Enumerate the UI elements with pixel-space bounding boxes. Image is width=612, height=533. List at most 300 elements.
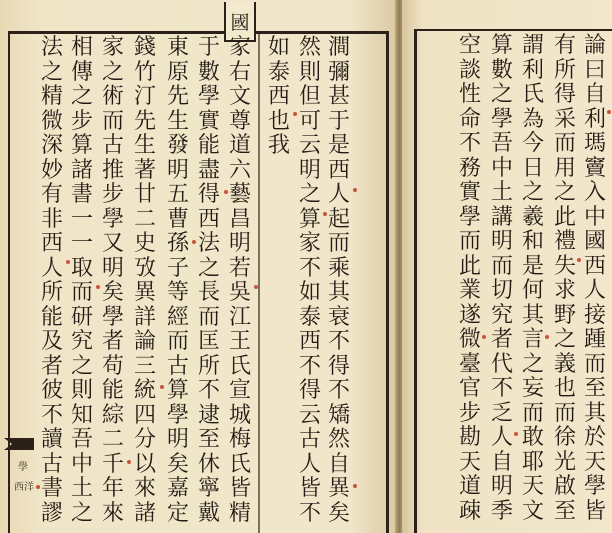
column-character: 嘉 — [166, 476, 189, 501]
column-character: 于 — [197, 35, 220, 60]
column-character: 泰 — [298, 304, 321, 330]
column-character: 苟 — [101, 353, 124, 379]
punctuation-mark — [127, 460, 131, 464]
column-character: 皆 — [298, 476, 321, 501]
column-character: 經 — [166, 304, 189, 330]
column-character: 得 — [553, 82, 576, 107]
column-character: 中 — [70, 451, 93, 477]
column-character: 推 — [101, 157, 124, 183]
column-character: 而 — [166, 329, 189, 354]
column-character: 江 — [228, 304, 251, 330]
column-character: 一 — [70, 206, 93, 232]
column-character: 曰 — [583, 57, 606, 83]
column-character: 至 — [197, 427, 220, 452]
punctuation-mark — [353, 188, 357, 192]
column-character: 是 — [327, 133, 350, 158]
column-character: 若 — [228, 255, 251, 281]
column-character: 學 — [197, 84, 220, 109]
column-character: 子 — [166, 255, 189, 281]
column-character: 長 — [197, 280, 220, 305]
column-character: 不 — [458, 131, 481, 156]
column-character: 人 — [327, 182, 350, 207]
column-character: 遂 — [458, 302, 481, 328]
column-character: 敢 — [521, 425, 544, 450]
column-character: 著 — [133, 157, 156, 183]
column-character: 城 — [228, 402, 251, 428]
column-character: 為 — [521, 106, 544, 132]
column-character: 疎 — [458, 498, 481, 524]
column-character: 是 — [521, 253, 544, 279]
column-character: 傳 — [70, 59, 93, 85]
column-character: 今 — [521, 131, 544, 156]
column-character: 來 — [101, 500, 124, 526]
column-character: 矣 — [327, 500, 350, 526]
column-character: 學 — [101, 304, 124, 330]
column-character: 算 — [70, 133, 93, 158]
column-character: 法 — [40, 35, 63, 60]
column-character: 之 — [40, 59, 63, 85]
column-character: 研 — [70, 304, 93, 330]
column-character: 文 — [228, 84, 251, 109]
column-character: 孫 — [166, 231, 189, 256]
column-character: 利 — [583, 106, 606, 132]
column-character: 自 — [490, 449, 513, 475]
column-character: 皆 — [228, 476, 251, 501]
column-character: 國 — [583, 229, 606, 254]
column-character: 求 — [553, 278, 576, 303]
column-character: 之 — [70, 500, 93, 526]
column-character: 和 — [521, 229, 544, 254]
column-character: 不 — [298, 353, 321, 379]
column-character: 西 — [40, 231, 63, 256]
punctuation-mark — [224, 190, 228, 194]
column-character: 先 — [133, 108, 156, 134]
column-character: 此 — [553, 204, 576, 230]
column-character: 三 — [133, 353, 156, 379]
column-character: 尊 — [228, 108, 251, 134]
column-character: 土 — [70, 476, 93, 501]
column-character: 能 — [197, 133, 220, 158]
left-frame-top — [8, 31, 389, 34]
column-character: 竹 — [133, 59, 156, 85]
column-character: 所 — [197, 353, 220, 379]
right-column-2 — [553, 34, 577, 524]
column-character: 乏 — [490, 400, 513, 426]
column-character: 西 — [583, 253, 606, 279]
column-character: 日 — [521, 155, 544, 181]
margin-label-1: 學 — [18, 462, 28, 473]
column-character: 自 — [327, 451, 350, 477]
column-character: 者 — [40, 353, 63, 379]
punctuation-mark — [254, 285, 258, 289]
column-character: 之 — [521, 351, 544, 377]
left-column-1 — [327, 36, 351, 526]
column-character: 分 — [133, 427, 156, 452]
column-character: 論 — [133, 329, 156, 354]
column-character: 天 — [521, 474, 544, 499]
left-frame-right — [386, 31, 389, 533]
right-column-3 — [521, 34, 545, 524]
column-character: 匡 — [197, 329, 220, 354]
column-character: 精 — [40, 84, 63, 109]
column-character: 文 — [521, 498, 544, 524]
column-character: 之 — [197, 255, 220, 281]
column-character: 學 — [166, 402, 189, 428]
column-character: 六 — [228, 157, 251, 183]
column-character: 之 — [490, 82, 513, 107]
column-character: 明 — [298, 157, 321, 183]
punctuation-mark — [192, 240, 196, 244]
column-character: 所 — [553, 57, 576, 83]
column-character: 四 — [133, 402, 156, 428]
punctuation-mark — [514, 432, 518, 436]
column-character: 得 — [298, 378, 321, 403]
column-character: 廿 — [133, 182, 156, 207]
column-character: 數 — [197, 59, 220, 85]
column-character: 二 — [133, 206, 156, 232]
column-character: 言 — [521, 327, 544, 352]
column-character: 讀 — [40, 427, 63, 452]
column-character: 踵 — [583, 327, 606, 352]
column-character: 性 — [458, 82, 481, 107]
column-character: 古 — [166, 353, 189, 379]
column-character: 明 — [228, 231, 251, 256]
column-character: 妙 — [40, 157, 63, 183]
column-character: 也 — [267, 108, 290, 134]
column-character: 而 — [583, 351, 606, 377]
column-character: 古 — [101, 133, 124, 158]
column-character: 入 — [583, 180, 606, 205]
column-character: 古 — [40, 451, 63, 477]
column-character: 人 — [298, 451, 321, 477]
column-character: 切 — [490, 278, 513, 303]
column-character: 義 — [553, 351, 576, 377]
column-character: 之 — [553, 180, 576, 205]
left-column-10 — [40, 36, 64, 526]
column-character: 人 — [490, 425, 513, 450]
column-character: 利 — [521, 57, 544, 83]
column-character: 不 — [40, 402, 63, 428]
column-character: 而 — [553, 400, 576, 426]
column-character: 然 — [327, 427, 350, 452]
column-character: 微 — [40, 108, 63, 134]
column-character: 不 — [197, 378, 220, 403]
column-character: 而 — [70, 280, 93, 305]
column-character: 家 — [298, 231, 321, 256]
column-character: 學 — [101, 206, 124, 232]
column-character: 講 — [490, 204, 513, 230]
column-character: 明 — [490, 474, 513, 499]
column-character: 氏 — [521, 82, 544, 107]
column-character: 術 — [101, 84, 124, 109]
column-character: 業 — [458, 278, 481, 303]
column-character: 失 — [553, 253, 576, 279]
punctuation-mark — [293, 112, 297, 116]
column-character: 不 — [327, 329, 350, 354]
column-character: 書 — [70, 182, 93, 207]
column-character: 知 — [70, 402, 93, 428]
column-character: 用 — [553, 155, 576, 181]
column-character: 寧 — [197, 476, 220, 501]
column-character: 人 — [583, 278, 606, 303]
column-character: 原 — [166, 59, 189, 85]
column-character: 諸 — [133, 500, 156, 526]
column-character: 以 — [133, 451, 156, 477]
column-character: 而 — [490, 253, 513, 279]
column-character: 中 — [583, 204, 606, 230]
column-character: 則 — [70, 378, 93, 403]
column-character: 者 — [101, 329, 124, 354]
column-character: 之 — [70, 84, 93, 109]
column-character: 深 — [40, 133, 63, 158]
left-column-3 — [267, 36, 291, 159]
column-character: 諸 — [70, 157, 93, 183]
column-character: 於 — [583, 425, 606, 450]
column-character: 能 — [101, 378, 124, 403]
column-character: 于 — [327, 108, 350, 134]
column-character: 吳 — [228, 280, 251, 305]
punctuation-mark — [577, 258, 581, 262]
column-character: 耶 — [521, 449, 544, 475]
column-character: 不 — [298, 255, 321, 281]
column-character: 者 — [490, 327, 513, 352]
column-character: 明 — [166, 427, 189, 452]
column-character: 算 — [490, 33, 513, 58]
column-character: 不 — [490, 376, 513, 401]
column-character: 算 — [298, 206, 321, 232]
column-character: 天 — [458, 449, 481, 475]
column-character: 道 — [228, 133, 251, 158]
column-character: 勘 — [458, 425, 481, 450]
column-character: 不 — [298, 500, 321, 526]
column-character: 有 — [40, 182, 63, 207]
column-character: 如 — [267, 35, 290, 60]
column-character: 而 — [101, 108, 124, 134]
punctuation-mark — [36, 485, 40, 489]
column-character: 逮 — [197, 402, 220, 428]
column-character: 算 — [166, 378, 189, 403]
column-character: 千 — [101, 451, 124, 477]
punctuation-mark — [545, 335, 549, 339]
column-character: 皆 — [583, 498, 606, 524]
column-character: 王 — [228, 329, 251, 354]
column-character: 起 — [327, 206, 350, 232]
column-character: 至 — [583, 376, 606, 401]
column-character: 家 — [228, 35, 251, 60]
column-character: 澗 — [327, 35, 350, 60]
column-character: 西 — [298, 329, 321, 354]
column-character: 究 — [70, 329, 93, 354]
column-character: 數 — [490, 57, 513, 83]
column-character: 則 — [298, 59, 321, 85]
column-character: 西 — [197, 206, 220, 232]
column-character: 彌 — [327, 59, 350, 85]
column-character: 年 — [101, 476, 124, 501]
column-character: 及 — [40, 329, 63, 354]
column-character: 官 — [458, 376, 481, 401]
column-character: 之 — [521, 180, 544, 205]
column-character: 法 — [197, 231, 220, 256]
column-character: 氏 — [228, 451, 251, 477]
column-character: 右 — [228, 59, 251, 85]
column-character: 其 — [327, 280, 350, 305]
punctuation-mark — [607, 110, 611, 114]
column-character: 一 — [70, 231, 93, 256]
column-character: 梅 — [228, 427, 251, 452]
column-character: 家 — [101, 35, 124, 60]
column-character: 瑪 — [583, 131, 606, 156]
column-character: 步 — [70, 108, 93, 134]
column-character: 代 — [490, 351, 513, 377]
left-column-4 — [228, 36, 252, 526]
column-character: 學 — [458, 204, 481, 230]
column-character: 務 — [458, 155, 481, 181]
column-character: 綜 — [101, 402, 124, 428]
column-character: 氏 — [228, 353, 251, 379]
margin-label-2: 西洋 — [14, 482, 34, 493]
column-character: 季 — [490, 498, 513, 524]
column-character: 詳 — [133, 304, 156, 330]
column-character: 禮 — [553, 229, 576, 254]
column-character: 天 — [583, 449, 606, 475]
column-character: 得 — [327, 353, 350, 379]
column-character: 衰 — [327, 304, 350, 330]
column-character: 學 — [490, 106, 513, 132]
column-character: 又 — [101, 231, 124, 256]
column-character: 泰 — [267, 59, 290, 85]
column-character: 古 — [298, 427, 321, 452]
right-frame-left — [414, 29, 417, 533]
column-character: 而 — [327, 231, 350, 256]
column-character: 之 — [70, 353, 93, 379]
column-character: 而 — [521, 400, 544, 426]
column-character: 書 — [40, 476, 63, 501]
column-character: 之 — [101, 59, 124, 85]
column-character: 謂 — [521, 33, 544, 58]
column-character: 也 — [553, 376, 576, 401]
column-character: 采 — [553, 106, 576, 132]
punctuation-mark — [323, 212, 327, 216]
column-character: 史 — [133, 231, 156, 256]
column-character: 可 — [298, 108, 321, 134]
column-character: 精 — [228, 500, 251, 526]
column-character: 藝 — [228, 182, 251, 207]
banxin-line — [258, 31, 260, 533]
column-character: 羲 — [521, 204, 544, 230]
left-column-7 — [133, 36, 157, 526]
column-character: 步 — [101, 182, 124, 207]
column-character: 我 — [267, 133, 290, 158]
column-character: 矣 — [101, 280, 124, 305]
column-character: 此 — [458, 253, 481, 279]
column-character: 之 — [553, 327, 576, 352]
column-character: 明 — [166, 157, 189, 183]
column-character: 有 — [553, 33, 576, 58]
column-character: 甚 — [327, 84, 350, 109]
column-character: 之 — [298, 182, 321, 207]
column-character: 異 — [327, 476, 350, 501]
column-character: 光 — [553, 449, 576, 475]
column-character: 而 — [458, 229, 481, 254]
punctuation-mark — [353, 484, 357, 488]
column-character: 自 — [583, 82, 606, 107]
column-character: 何 — [521, 278, 544, 303]
column-character: 學 — [583, 474, 606, 499]
column-character: 其 — [521, 302, 544, 328]
column-character: 明 — [101, 255, 124, 281]
column-character: 道 — [458, 474, 481, 499]
column-character: 定 — [166, 500, 189, 526]
column-character: 云 — [298, 402, 321, 428]
column-character: 異 — [133, 280, 156, 305]
right-frame-top — [414, 29, 612, 31]
column-character: 人 — [40, 255, 63, 281]
punctuation-mark — [66, 260, 70, 264]
column-character: 啟 — [553, 474, 576, 499]
column-character: 接 — [583, 302, 606, 328]
column-character: 云 — [298, 133, 321, 158]
column-character: 而 — [553, 131, 576, 156]
column-character: 曹 — [166, 206, 189, 232]
column-character: 彼 — [40, 378, 63, 403]
column-character: 至 — [553, 498, 576, 524]
column-character: 野 — [553, 302, 576, 328]
column-character: 統 — [133, 378, 156, 403]
column-character: 矣 — [166, 451, 189, 477]
column-character: 取 — [70, 255, 93, 281]
column-character: 宣 — [228, 378, 251, 403]
fishtail-mark-icon — [2, 434, 36, 454]
column-character: 而 — [197, 304, 220, 330]
left-column-5 — [197, 36, 221, 526]
column-character: 實 — [458, 180, 481, 205]
column-character: 吾 — [70, 427, 93, 452]
column-character: 生 — [133, 133, 156, 158]
column-character: 徐 — [553, 425, 576, 450]
column-character: 步 — [458, 400, 481, 426]
column-character: 但 — [298, 84, 321, 109]
column-character: 命 — [458, 106, 481, 132]
column-character: 土 — [490, 180, 513, 205]
column-character: 竇 — [583, 155, 606, 181]
column-character: 乘 — [327, 255, 350, 281]
column-character: 空 — [458, 33, 481, 58]
column-character: 其 — [583, 400, 606, 426]
column-character: 談 — [458, 57, 481, 83]
right-column-4 — [490, 34, 514, 524]
left-column-9 — [70, 36, 94, 526]
column-character: 如 — [298, 280, 321, 305]
banxin-title: 國 — [224, 2, 256, 42]
column-character: 發 — [166, 133, 189, 158]
column-character: 攷 — [133, 255, 156, 281]
column-character: 相 — [70, 35, 93, 60]
column-character: 究 — [490, 302, 513, 328]
column-character: 實 — [197, 108, 220, 134]
punctuation-mark — [160, 385, 164, 389]
column-character: 五 — [166, 182, 189, 207]
column-character: 戴 — [197, 500, 220, 526]
column-character: 能 — [40, 304, 63, 330]
column-character: 微 — [458, 327, 481, 352]
column-character: 休 — [197, 451, 220, 477]
left-frame-left — [8, 31, 10, 533]
column-character: 中 — [490, 155, 513, 181]
column-character: 不 — [327, 378, 350, 403]
column-character: 得 — [197, 182, 220, 207]
column-character: 西 — [327, 157, 350, 183]
column-character: 臺 — [458, 351, 481, 377]
